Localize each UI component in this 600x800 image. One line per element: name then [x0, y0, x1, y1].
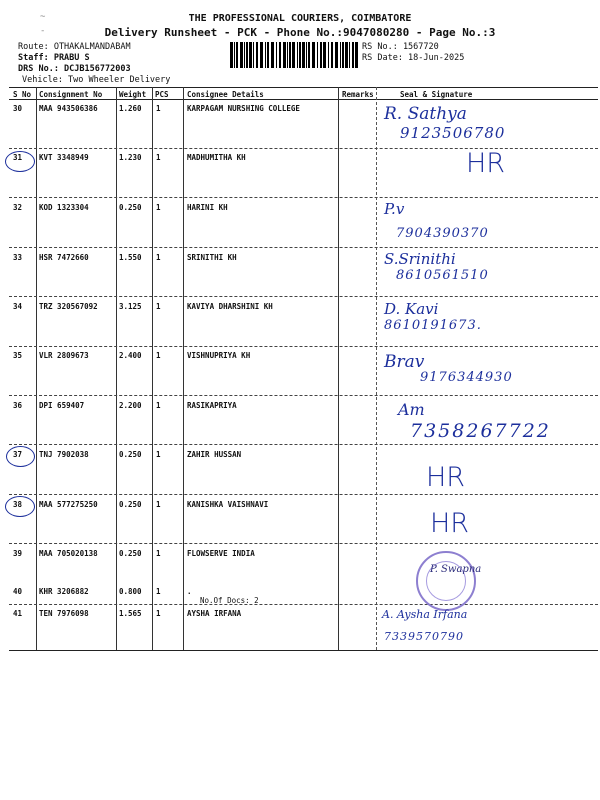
row-divider	[9, 247, 598, 248]
barcode-bar	[240, 42, 243, 68]
col-header-consignee: Consignee Details	[187, 90, 264, 99]
cell-consignment-no: TNJ 7902038	[39, 450, 89, 459]
cell-weight: 2.400	[119, 351, 142, 360]
barcode-bar	[340, 42, 341, 68]
cell-weight: 1.230	[119, 153, 142, 162]
phone-row-36: 7358267722	[410, 420, 551, 442]
row-divider	[9, 346, 598, 347]
company-seal-stamp	[416, 551, 476, 611]
cell-consignee: FLOWSERVE INDIA	[187, 549, 255, 558]
signature-row-30: R. Sathya	[384, 104, 467, 124]
cell-pcs: 1	[156, 587, 161, 596]
barcode-bar	[297, 42, 298, 68]
vehicle-info: Vehicle: Two Wheeler Delivery	[22, 75, 171, 85]
cell-sno: 38	[13, 500, 23, 509]
rs-date: RS Date: 18-Jun-2025	[362, 53, 465, 63]
col-divider	[152, 87, 153, 650]
col-header-weight: Weight	[119, 90, 147, 99]
barcode-bar	[323, 42, 326, 68]
barcode-bar	[349, 42, 350, 68]
barcode-bar	[246, 42, 248, 68]
rs-number: RS No.: 1567720	[362, 42, 439, 52]
cell-sno: 41	[13, 609, 23, 618]
phone-row-33: 8610561510	[396, 268, 489, 283]
circle-mark-row-31	[5, 151, 35, 172]
col-divider	[36, 87, 37, 650]
signature-row-34: D. Kavi	[384, 300, 439, 318]
barcode-bar	[265, 42, 266, 68]
barcode-bar	[283, 42, 286, 68]
cell-weight: 3.125	[119, 302, 142, 311]
signature-row-32: P.v	[384, 200, 405, 218]
phone-row-30: 9123506780	[400, 124, 506, 142]
row-divider	[9, 444, 598, 445]
barcode-bar	[345, 42, 348, 68]
cell-pcs: 1	[156, 253, 161, 262]
signature-row-36: Am	[398, 400, 425, 419]
row-divider	[9, 296, 598, 297]
barcode-bar	[249, 42, 252, 68]
cell-consignment-no: KOD 1323304	[39, 203, 89, 212]
col-header-remarks: Remarks	[342, 90, 374, 99]
barcode-bar	[287, 42, 288, 68]
barcode-bar	[256, 42, 258, 68]
cell-pcs: 1	[156, 153, 161, 162]
staff-info: Staff: PRABU S	[18, 53, 90, 63]
row-divider	[9, 543, 598, 544]
cell-consignment-no: TEN 7976098	[39, 609, 89, 618]
barcode-bar	[276, 42, 277, 68]
circle-mark-row-37	[6, 446, 35, 467]
cell-consignee: SRINITHI KH	[187, 253, 237, 262]
cell-consignee: HARINI KH	[187, 203, 228, 212]
col-header-seal: Seal & Signature	[400, 90, 473, 99]
phone-row-41: 7339570790	[384, 630, 464, 643]
barcode-bar	[308, 42, 310, 68]
row-divider	[9, 494, 598, 495]
barcode-bar	[352, 42, 354, 68]
cell-consignment-no: MAA 943506386	[39, 104, 98, 113]
col-divider	[183, 87, 184, 650]
cell-consignment-no: HSR 7472660	[39, 253, 89, 262]
col-divider	[116, 87, 117, 650]
cell-consignment-no: KVT 3348949	[39, 153, 89, 162]
barcode-bar	[234, 42, 235, 68]
barcode-bar	[267, 42, 269, 68]
cell-consignment-no: VLR 2809673	[39, 351, 89, 360]
row-divider	[9, 148, 598, 149]
cell-pcs: 1	[156, 351, 161, 360]
barcode-bar	[279, 42, 281, 68]
row-divider	[9, 197, 598, 198]
barcode-bar	[244, 42, 245, 68]
signature-row-31: HR	[466, 148, 506, 179]
barcode-bar	[342, 42, 344, 68]
table-header-rule	[9, 99, 598, 100]
cell-sno: 34	[13, 302, 23, 311]
barcode-bar	[271, 42, 274, 68]
barcode	[230, 42, 358, 68]
col-divider	[376, 87, 377, 650]
barcode-bar	[299, 42, 301, 68]
cell-sno: 32	[13, 203, 23, 212]
cell-weight: 1.550	[119, 253, 142, 262]
company-title: THE PROFESSIONAL COURIERS, COIMBATORE	[188, 13, 412, 24]
cell-consignee: KANISHKA VAISHNAVI	[187, 500, 269, 509]
cell-consignment-no: MAA 705020138	[39, 549, 98, 558]
barcode-bar	[355, 42, 358, 68]
drs-number: DRS No.: DCJB156772003	[18, 64, 131, 74]
cell-consignment-no: MAA 577275250	[39, 500, 98, 509]
row-divider	[9, 604, 598, 605]
table-bottom-rule	[9, 650, 598, 651]
barcode-bar	[328, 42, 329, 68]
cell-consignee: VISHNUPRIYA KH	[187, 351, 251, 360]
barcode-bar	[236, 42, 238, 68]
barcode-bar	[253, 42, 254, 68]
cell-sno: 37	[13, 450, 23, 459]
cell-pcs: 1	[156, 401, 161, 410]
cell-sno: 40	[13, 587, 23, 596]
scan-mark: ~	[40, 12, 46, 22]
runsheet-subtitle: Delivery Runsheet - PCK - Phone No.:9047080280 - Page No.:3	[104, 26, 496, 39]
cell-consignee: MADHUMITHA KH	[187, 153, 246, 162]
col-header-consignment: Consignment No	[39, 90, 103, 99]
cell-consignee: KARPAGAM NURSHING COLLEGE	[187, 104, 300, 113]
barcode-bar	[335, 42, 338, 68]
signature-row-41: A. Aysha Irfana	[382, 608, 468, 621]
circle-mark-row-38	[5, 496, 35, 517]
scan-mark-2: -	[40, 26, 46, 36]
cell-pcs: 1	[156, 450, 161, 459]
barcode-bar	[312, 42, 315, 68]
cell-sno: 33	[13, 253, 23, 262]
row-divider	[9, 395, 598, 396]
barcode-bar	[230, 42, 233, 68]
cell-sno: 36	[13, 401, 23, 410]
cell-consignment-no: KHR 3206882	[39, 587, 89, 596]
cell-weight: 0.250	[119, 549, 142, 558]
cell-weight: 1.260	[119, 104, 142, 113]
cell-pcs: 1	[156, 500, 161, 509]
cell-weight: 2.200	[119, 401, 142, 410]
cell-consignee: AYSHA IRFANA	[187, 609, 242, 618]
signature-row-37: HR	[426, 462, 466, 493]
signature-row-33: S.Srinithi	[384, 250, 456, 268]
barcode-bar	[302, 42, 305, 68]
cell-pcs: 1	[156, 302, 161, 311]
phone-row-35: 9176344930	[420, 370, 513, 385]
cell-weight: 0.250	[119, 203, 142, 212]
signature-row-35: Brav	[384, 352, 425, 372]
phone-row-34: 8610191673.	[384, 318, 482, 333]
phone-row-32: 7904390370	[396, 226, 489, 241]
cell-weight: 0.250	[119, 450, 142, 459]
cell-pcs: 1	[156, 104, 161, 113]
cell-consignment-no: TRZ 320567092	[39, 302, 98, 311]
cell-consignee: .	[187, 587, 192, 596]
cell-pcs: 1	[156, 549, 161, 558]
cell-consignment-no: DPI 659407	[39, 401, 85, 410]
cell-sno: 39	[13, 549, 23, 558]
barcode-bar	[260, 42, 263, 68]
cell-sno: 30	[13, 104, 23, 113]
barcode-bar	[292, 42, 295, 68]
barcode-bar	[289, 42, 291, 68]
cell-sno: 35	[13, 351, 23, 360]
barcode-bar	[331, 42, 333, 68]
table-top-rule	[9, 87, 598, 88]
cell-sno: 31	[13, 153, 23, 162]
cell-consignee: RASIKAPRIYA	[187, 401, 237, 410]
cell-weight: 1.565	[119, 609, 142, 618]
col-divider	[338, 87, 339, 650]
cell-weight: 0.800	[119, 587, 142, 596]
route-info: Route: OTHAKALMANDABAM	[18, 42, 131, 52]
signature-row-38: HR	[430, 508, 470, 539]
cell-weight: 0.250	[119, 500, 142, 509]
barcode-bar	[317, 42, 318, 68]
col-header-pcs: PCS	[155, 90, 169, 99]
signature-row-39: P. Swapna	[430, 564, 482, 575]
cell-pcs: 1	[156, 609, 161, 618]
cell-pcs: 1	[156, 203, 161, 212]
barcode-bar	[320, 42, 322, 68]
cell-consignee: ZAHIR HUSSAN	[187, 450, 242, 459]
col-header-sno: S No	[13, 90, 32, 99]
cell-docs-note: No.Of Docs: 2	[200, 596, 259, 605]
barcode-bar	[306, 42, 307, 68]
cell-consignee: KAVIYA DHARSHINI KH	[187, 302, 273, 311]
